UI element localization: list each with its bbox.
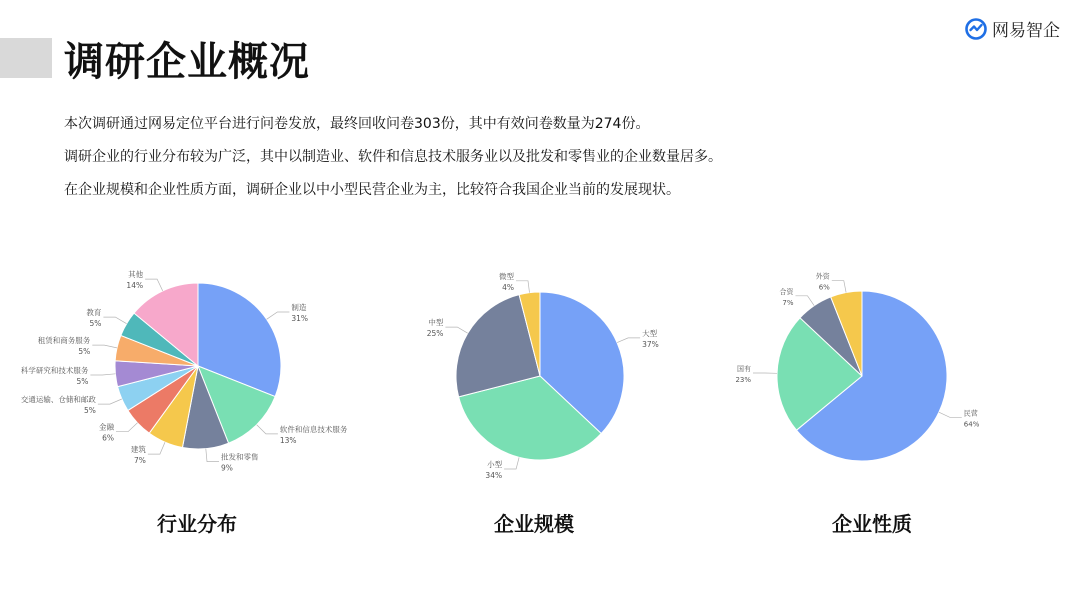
slice-label: 建筑 (130, 445, 146, 455)
label-leader-line (832, 281, 846, 293)
label-leader-line (257, 425, 278, 434)
label-leader-line (617, 338, 640, 343)
label-leader-line (267, 312, 290, 319)
label-leader-line (90, 374, 115, 375)
size-pie-svg (380, 255, 710, 485)
slice-label: 交通运输、仓储和邮政 (20, 395, 96, 405)
slice-label: 大型 (642, 328, 658, 338)
slice-percent-label: 34% (485, 471, 503, 480)
label-leader-line (445, 327, 467, 333)
title-accent-bar (0, 38, 52, 78)
slice-label: 国有 (737, 365, 751, 373)
label-leader-line (103, 317, 126, 324)
page-title: 调研企业概况 (64, 39, 310, 85)
slice-percent-label: 64% (963, 420, 980, 429)
slice-percent-label: 6% (818, 283, 830, 292)
slice-label: 金融 (99, 422, 114, 432)
intro-paragraph: 调研企业的行业分布较为广泛，其中以制造业、软件和信息技术服务业以及批发和零售业的企业数量居多。 (64, 149, 722, 165)
slice-label: 其他 (128, 270, 144, 280)
slice-percent-label: 6% (102, 433, 114, 443)
label-leader-line (516, 281, 530, 293)
slice-label: 微型 (499, 271, 514, 281)
slice-label: 民营 (963, 409, 978, 418)
slice-label: 中型 (428, 318, 444, 328)
slice-label: 小型 (487, 460, 503, 469)
slice-percent-label: 5% (83, 406, 96, 416)
slice-label: 科学研究和技术服务 (20, 366, 89, 375)
slice-label: 外资 (815, 272, 830, 281)
slice-percent-label: 25% (426, 329, 444, 339)
brand-name: 网易智企 (992, 21, 1060, 41)
slice-percent-label: 31% (291, 314, 309, 323)
ownership-pie-chart (710, 255, 1080, 485)
intro-paragraph: 在企业规模和企业性质方面，调研企业以中小型民营企业为主，比较符合我国企业当前的发展现状。 (64, 182, 680, 198)
slice-percent-label: 5% (78, 347, 91, 357)
slice-percent-label: 13% (279, 435, 297, 445)
label-leader-line (939, 412, 962, 417)
slice-label: 合资 (779, 287, 794, 296)
size-pie-chart (380, 255, 710, 485)
slice-percent-label: 4% (502, 282, 514, 292)
brand-logo (964, 16, 1060, 41)
ownership-pie-svg (710, 255, 1080, 485)
slice-percent-label: 23% (735, 376, 751, 384)
label-leader-line (148, 442, 165, 454)
slice-label: 制造 (291, 303, 307, 312)
chart-title-ownership: 企业性质 (832, 512, 912, 536)
label-leader-line (92, 345, 117, 348)
netease-zhiqi-logo-icon (964, 17, 988, 41)
slice-percent-label: 5% (76, 377, 89, 386)
label-leader-line (116, 423, 138, 432)
slice-percent-label: 14% (126, 281, 144, 291)
slice-percent-label: 5% (89, 319, 102, 329)
label-leader-line (504, 457, 519, 469)
slice-percent-label: 7% (782, 298, 794, 307)
label-leader-line (796, 296, 815, 306)
slice-label: 租赁和商务服务 (37, 336, 91, 346)
chart-title-size: 企业规模 (494, 512, 574, 536)
slice-label: 教育 (86, 308, 102, 318)
slice-label: 软件和信息技术服务 (279, 424, 348, 434)
label-leader-line (145, 279, 163, 291)
slice-percent-label: 7% (133, 456, 146, 466)
slice-label: 批发和零售 (221, 452, 259, 462)
industry-pie-chart (0, 255, 380, 485)
label-leader-line (206, 449, 219, 462)
slice-percent-label: 9% (221, 463, 233, 473)
label-leader-line (98, 399, 122, 404)
intro-paragraph: 本次调研通过网易定位平台进行问卷发放，最终回收问卷303份，其中有效问卷数量为274份。 (64, 116, 650, 132)
intro-text (64, 108, 722, 207)
slice-percent-label: 37% (642, 339, 659, 349)
industry-pie-svg (0, 255, 380, 485)
chart-title-industry: 行业分布 (157, 512, 237, 536)
